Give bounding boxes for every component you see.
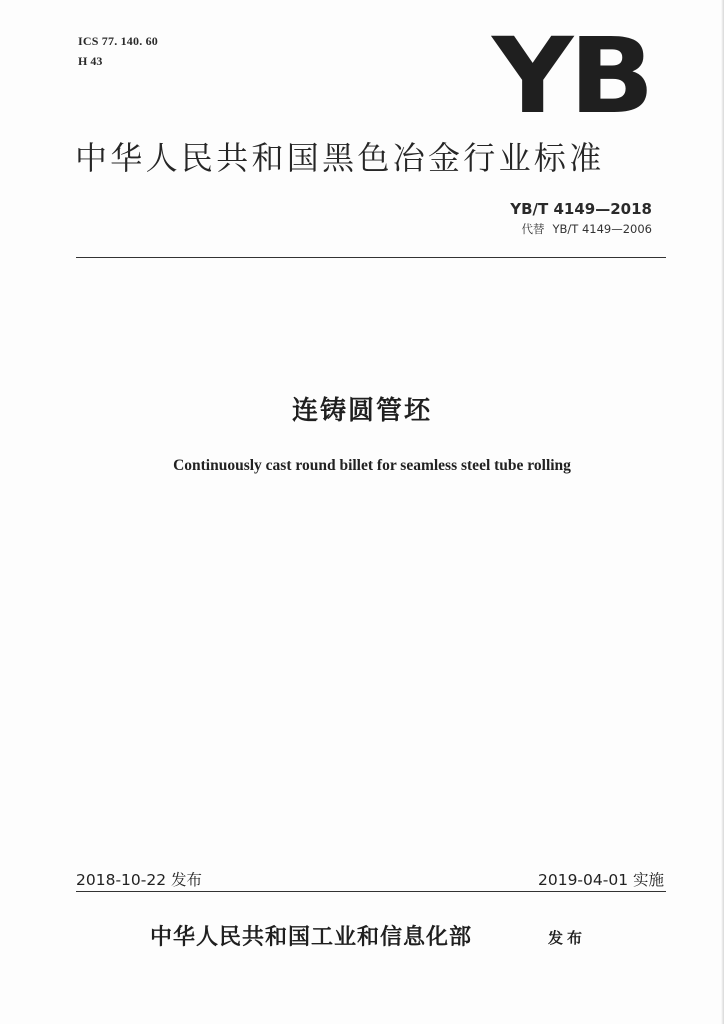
issuing-authority: 中华人民共和国工业和信息化部 [150, 925, 473, 950]
replaces-label: 代替 [521, 222, 545, 236]
issue-date: 2018-10-22 发布 [76, 871, 203, 889]
top-divider [76, 257, 666, 258]
title-chinese: 连铸圆管坯 [291, 396, 432, 426]
bottom-divider [76, 891, 666, 892]
implementation-date: 2019-04-01 实施 [537, 871, 664, 889]
yb-logo: YB [492, 15, 651, 137]
ics-code: ICS 77. 140. 60 [78, 34, 159, 48]
title-english: Continuously cast round billet for seamless steel tube rolling [173, 457, 571, 474]
classification-code: H 43 [78, 54, 103, 68]
standard-code: YB/T 4149—2018 [510, 200, 652, 218]
issuer-title: 中华人民共和国黑色冶金行业标准 [75, 139, 605, 177]
replaces-code: YB/T 4149—2006 [552, 222, 652, 236]
replaces-line [521, 221, 652, 237]
publish-label: 发布 [548, 929, 587, 947]
